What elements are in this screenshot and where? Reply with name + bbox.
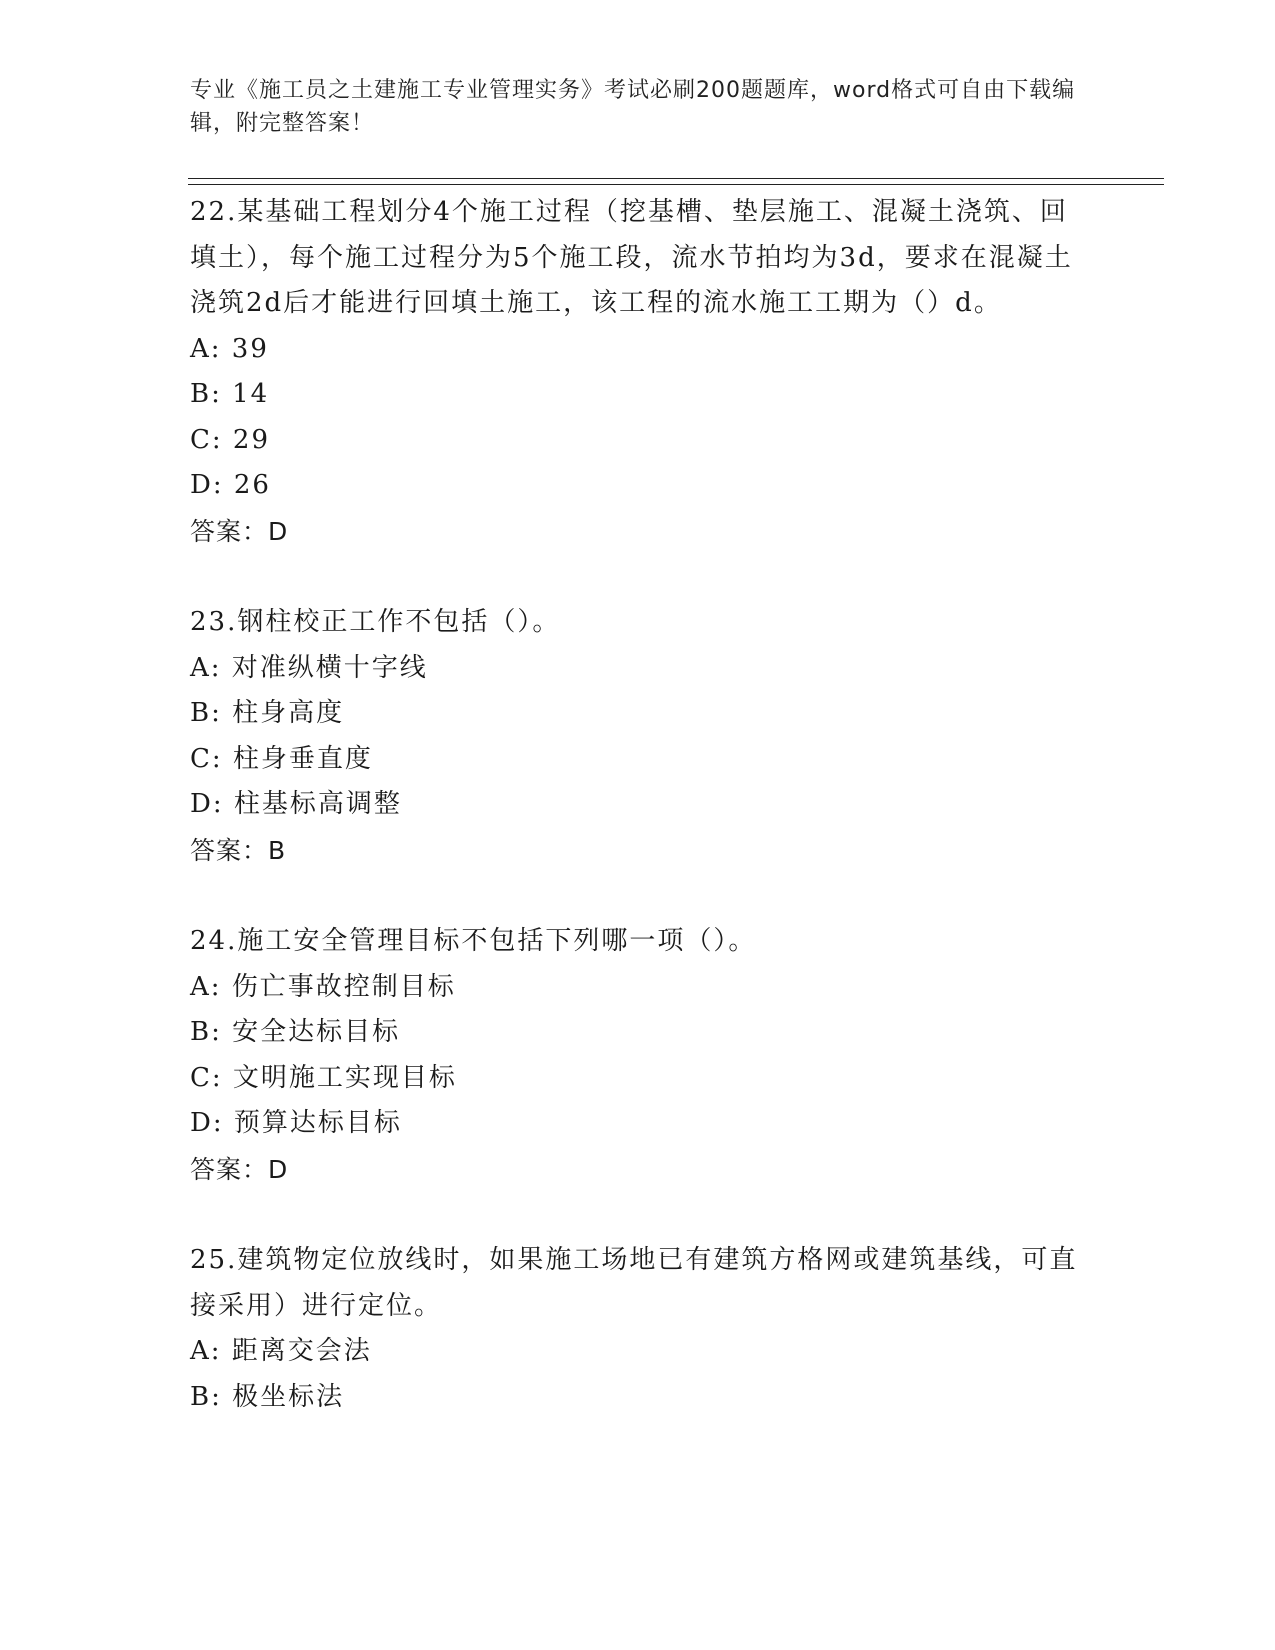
- document-header: 专业《施工员之土建施工专业管理实务》考试必刷200题题库，word格式可自由下载编辑，附完整答案！: [190, 78, 1076, 136]
- question-25: [190, 1238, 1090, 1420]
- question-stem: 25.建筑物定位放线时，如果施工场地已有建筑方格网或建筑基线，可直接采用）进行定位。: [190, 1245, 1078, 1321]
- option-b: B: 极坐标法: [190, 1381, 345, 1412]
- option-d: D: 26: [190, 470, 271, 500]
- header-divider-top: [188, 178, 1164, 179]
- option-a: A: 距离交会法: [190, 1336, 372, 1366]
- question-23: [190, 600, 1090, 873]
- option-d: D: 预算达标目标: [190, 1108, 402, 1138]
- option-b: B: 安全达标目标: [190, 1017, 401, 1047]
- option-c: C: 柱身垂直度: [190, 743, 373, 774]
- answer-line: 答案：D: [190, 516, 289, 546]
- question-22: [190, 190, 1090, 554]
- option-a: A: 39: [190, 333, 269, 364]
- question-stem: 24.施工安全管理目标不包括下列哪一项（）。: [190, 926, 757, 956]
- option-c: C: 文明施工实现目标: [190, 1062, 457, 1093]
- option-c: C: 29: [190, 424, 271, 455]
- option-b: B: 14: [190, 379, 270, 409]
- answer-line: 答案：B: [190, 835, 287, 865]
- option-b: B: 柱身高度: [190, 698, 345, 728]
- option-a: A: 伤亡事故控制目标: [190, 971, 456, 1002]
- option-a: A: 对准纵横十字线: [190, 652, 428, 683]
- header-divider-bottom: [188, 184, 1164, 185]
- question-24: [190, 919, 1090, 1192]
- question-list: [190, 190, 1090, 1466]
- question-stem: 23.钢柱校正工作不包括（）。: [190, 607, 561, 637]
- option-d: D: 柱基标高调整: [190, 789, 402, 819]
- question-stem: 22.某基础工程划分4个施工过程（挖基槽、垫层施工、混凝土浇筑、回填土），每个施工过程分为5个施工段，流水节拍均为3d，要求在混凝土浇筑2d后才能进行回填土施工，该工程的流水施工工期为（）d。: [190, 197, 1073, 318]
- answer-line: 答案：D: [190, 1154, 289, 1184]
